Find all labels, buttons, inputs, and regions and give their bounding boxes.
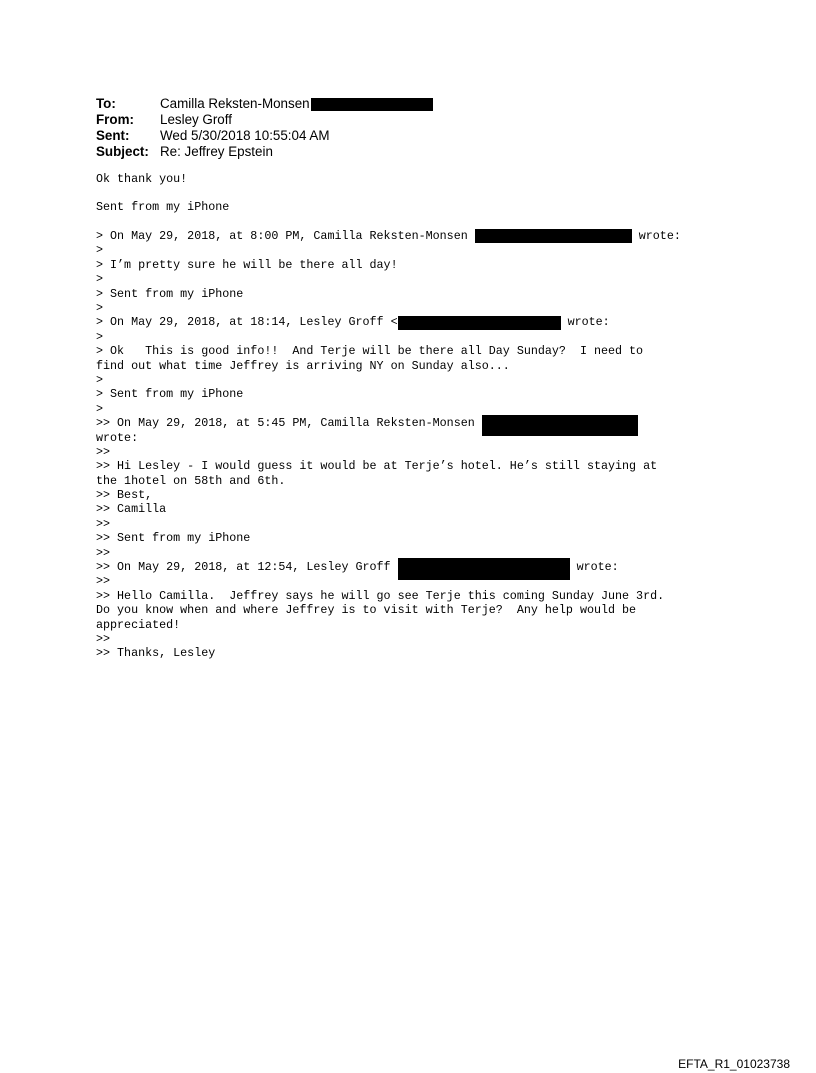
to-value	[160, 96, 433, 112]
blank-line	[96, 186, 736, 200]
attribution-wrote: wrote:	[560, 315, 610, 330]
body-line: wrote:	[96, 430, 139, 445]
redaction-block	[475, 229, 632, 243]
quoted-attribution	[96, 416, 736, 430]
body-line: > Sent from my iPhone	[96, 286, 244, 301]
redaction-block	[398, 316, 561, 330]
document-id: EFTA_R1_01023738	[678, 1057, 790, 1071]
body-line: >> Sent from my iPhone	[96, 531, 251, 546]
body-line: >	[96, 243, 104, 258]
body-line: >	[96, 372, 104, 387]
body-line: Sent from my iPhone	[96, 200, 230, 215]
body-line: >>	[96, 632, 111, 646]
body-line: >> Hello Camilla. Jeffrey says he will go see Terje this coming Sunday June 3rd.	[96, 588, 665, 603]
body-line: >	[96, 301, 104, 316]
subject-value: Re: Jeffrey Epstein	[160, 144, 273, 159]
redaction-block	[311, 98, 433, 111]
attribution-text: >> On May 29, 2018, at 5:45 PM, Camilla Reksten-Monsen	[96, 416, 482, 431]
from-row	[96, 112, 433, 128]
attribution-text: > On May 29, 2018, at 8:00 PM, Camilla Reksten-Monsen	[96, 229, 475, 244]
body-line: >>	[96, 545, 111, 560]
email-body	[96, 172, 736, 661]
body-line: >> Thanks, Lesley	[96, 646, 216, 661]
sent-value: Wed 5/30/2018 10:55:04 AM	[160, 128, 330, 143]
attribution-wrote: wrote:	[569, 560, 619, 575]
body-line: >> Hi Lesley - I would guess it would be at Terje’s hotel. He’s still staying at	[96, 459, 658, 474]
sent-label: Sent:	[96, 128, 130, 143]
body-line: >>	[96, 574, 111, 589]
from-label: From:	[96, 112, 134, 127]
to-label: To:	[96, 96, 116, 111]
quoted-attribution	[96, 315, 736, 329]
body-line: > Sent from my iPhone	[96, 387, 244, 402]
subject-row	[96, 144, 433, 160]
body-line: >>	[96, 516, 111, 531]
blank-line	[96, 215, 736, 229]
attribution-text: >> On May 29, 2018, at 12:54, Lesley Groff	[96, 560, 398, 575]
body-line: >	[96, 401, 104, 416]
redaction-block	[398, 558, 570, 580]
to-name: Camilla Reksten-Monsen	[160, 96, 310, 111]
quoted-attribution	[96, 560, 736, 574]
body-line: Do you know when and where Jeffrey is to visit with Terje? Any help would be	[96, 603, 637, 618]
quoted-attribution	[96, 229, 736, 243]
body-line: >	[96, 272, 104, 287]
subject-label: Subject:	[96, 144, 149, 159]
sent-row	[96, 128, 433, 144]
email-header	[96, 96, 433, 160]
body-line: >	[96, 329, 104, 344]
to-row	[96, 96, 433, 112]
body-line: >> Best,	[96, 488, 153, 503]
body-line: > I’m pretty sure he will be there all day!	[96, 257, 398, 272]
attribution-wrote: wrote:	[631, 229, 681, 244]
body-line: >>	[96, 444, 111, 459]
attribution-text: > On May 29, 2018, at 18:14, Lesley Groff <	[96, 315, 398, 330]
body-line: > Ok This is good info!! And Terje will be there all Day Sunday? I need to	[96, 344, 644, 359]
body-line: >> Camilla	[96, 502, 167, 517]
body-line: appreciated!	[96, 617, 181, 632]
redaction-block	[482, 415, 638, 436]
body-line: find out what time Jeffrey is arriving NY on Sunday also...	[96, 358, 510, 373]
from-value: Lesley Groff	[160, 112, 232, 127]
body-line: the 1hotel on 58th and 6th.	[96, 473, 286, 488]
body-line: Ok thank you!	[96, 171, 188, 186]
